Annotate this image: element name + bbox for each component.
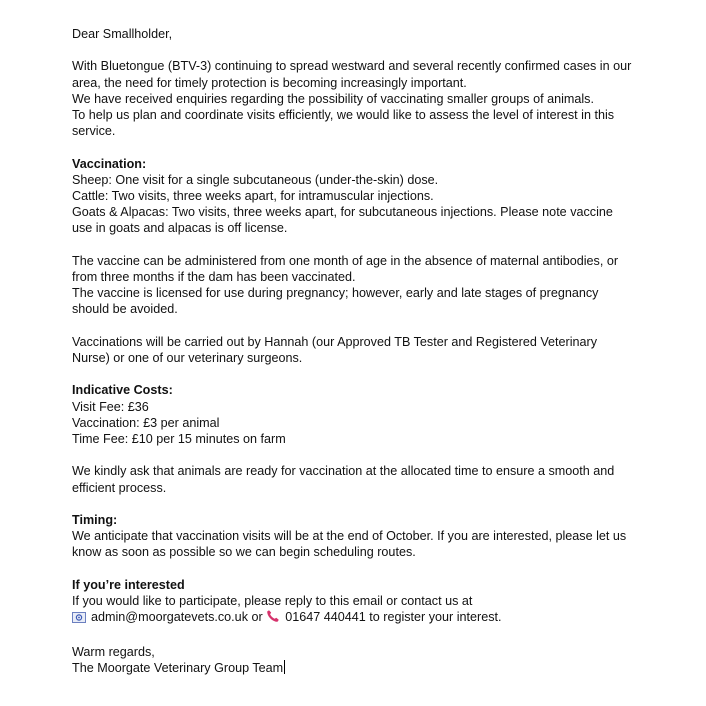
contact-line: [72, 609, 632, 627]
vaccination-goats: Goats & Alpacas: Two visits, three weeks apart, for subcutaneous injections. Please note vaccine use in goats and alpacas is off license.: [72, 205, 613, 236]
salutation: Dear Smallholder,: [72, 27, 173, 41]
signature-text: The Moorgate Veterinary Group Team: [72, 660, 284, 675]
ready-paragraph: We kindly ask that animals are ready for vaccination at the allocated time to ensure a smooth and efficient process.: [72, 464, 615, 495]
signature: [72, 660, 632, 676]
timing-paragraph: We anticipate that vaccination visits will be at the end of October. If you are interested, please let us know as soon as possible so we can begin scheduling routes.: [72, 529, 627, 560]
interested-line1: If you would like to participate, please reply to this email or contact us at: [72, 593, 473, 608]
costs-heading: Indicative Costs:: [72, 383, 173, 398]
vaccination-heading: Vaccination:: [72, 156, 147, 171]
intro-paragraph-1: With Bluetongue (BTV-3) continuing to spread westward and several recently confirmed cases in our area, the need for timely protection is becoming increasingly important.: [72, 59, 632, 90]
cost-visit: Visit Fee: £36: [72, 399, 149, 414]
closing: Warm regards,: [72, 644, 155, 659]
phone-icon: [266, 609, 280, 627]
vaccination-cattle: Cattle: Two visits, three weeks apart, for intramuscular injections.: [72, 189, 434, 203]
timing-heading: Timing:: [72, 512, 118, 527]
cost-vaccination: Vaccination: £3 per animal: [72, 415, 220, 430]
register-text: to register your interest.: [369, 610, 502, 625]
vaccination-sheep: Sheep: One visit for a single subcutaneous (under-the-skin) dose.: [72, 172, 439, 187]
email-address[interactable]: admin@moorgatevets.co.uk: [91, 610, 248, 625]
pregnancy-paragraph: The vaccine is licensed for use during pregnancy; however, early and late stages of pregnancy should be avoided.: [72, 286, 599, 317]
age-paragraph: The vaccine can be administered from one month of age in the absence of maternal antibodies, or from three months if the dam has been vaccinated.: [72, 253, 619, 284]
intro-paragraph-3: To help us plan and coordinate visits efficiently, we would like to assess the level of interest in this service.: [72, 108, 615, 139]
email-icon: [72, 611, 86, 627]
or-text: or: [251, 610, 263, 625]
text-cursor: [284, 660, 285, 674]
phone-number[interactable]: 01647 440441: [285, 610, 366, 625]
letter-body[interactable]: [72, 26, 632, 676]
intro-paragraph-2: We have received enquiries regarding the possibility of vaccinating smaller groups of animals.: [72, 91, 594, 106]
carried-out-paragraph: Vaccinations will be carried out by Hannah (our Approved TB Tester and Registered Veterinary Nurse) or one of our veterinary surgeons.: [72, 334, 598, 365]
cost-time: Time Fee: £10 per 15 minutes on farm: [72, 432, 286, 446]
interested-heading: If you’re interested: [72, 577, 185, 592]
